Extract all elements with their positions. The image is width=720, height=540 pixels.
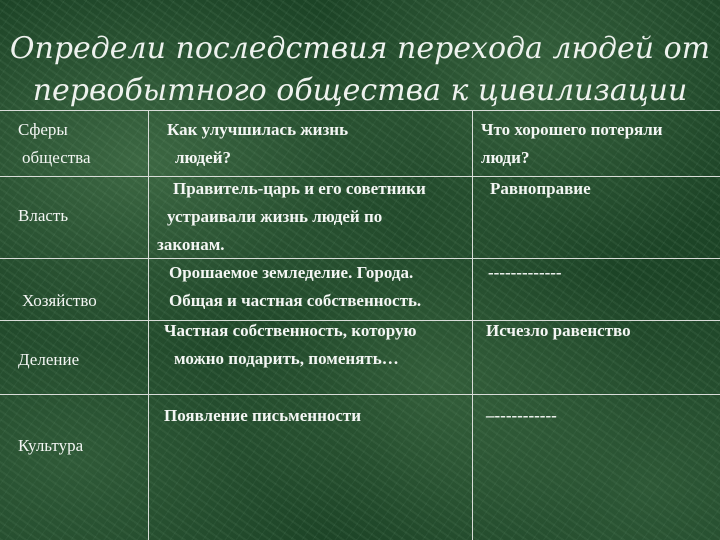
row-culture-improved: Появление письменности [164, 406, 362, 425]
header-improved [167, 116, 348, 172]
header-sphere-line-2: общества [22, 148, 91, 167]
row-division-improved [164, 317, 416, 373]
row-culture-lost: –----------- [486, 406, 557, 425]
header-lost-line-2: люди? [481, 148, 530, 167]
row-economy-lost: ------------- [488, 263, 562, 282]
header-lost [481, 116, 663, 172]
header-lost-line-1: Что хорошего потеряли [481, 120, 663, 139]
header-improved-line-1: Как улучшилась жизнь [167, 120, 349, 139]
row-division-sphere: Деление [18, 350, 80, 369]
row-culture-sphere: Культура [18, 436, 84, 455]
row-power-sphere: Власть [18, 206, 69, 225]
row-power-lost: Равноправие [490, 179, 591, 198]
row-power-improved-line-3: законам. [157, 235, 225, 254]
slide-title-line-1: Определи последствия перехода людей от [9, 31, 711, 66]
row-economy-sphere: Хозяйство [22, 291, 97, 310]
row-economy-improved-line-1: Орошаемое земледелие. Города. [169, 263, 414, 282]
row-power-improved-line-2: устраивали жизнь людей по [167, 207, 383, 226]
slide-title-line-2: первобытного общества к цивилизации [32, 73, 688, 108]
row-division-improved-line-2: можно подарить, поменять… [174, 349, 399, 368]
table-top-border [0, 110, 720, 111]
row-power-improved-line-1: Правитель-царь и его советники [173, 179, 426, 198]
row-division-lost: Исчезло равенство [486, 321, 631, 340]
row-divider-4 [0, 394, 720, 395]
header-sphere-line-1: Сферы [18, 120, 68, 139]
column-divider-1 [148, 110, 149, 540]
row-division-improved-line-1: Частная собственность, которую [164, 321, 417, 340]
row-power-improved [157, 175, 426, 259]
row-economy-improved-line-2: Общая и частная собственность. [169, 291, 422, 310]
row-economy-improved [169, 259, 421, 315]
slide-title [0, 28, 720, 112]
column-divider-2 [472, 110, 473, 540]
header-sphere [18, 116, 91, 172]
header-improved-line-2: людей? [175, 148, 231, 167]
